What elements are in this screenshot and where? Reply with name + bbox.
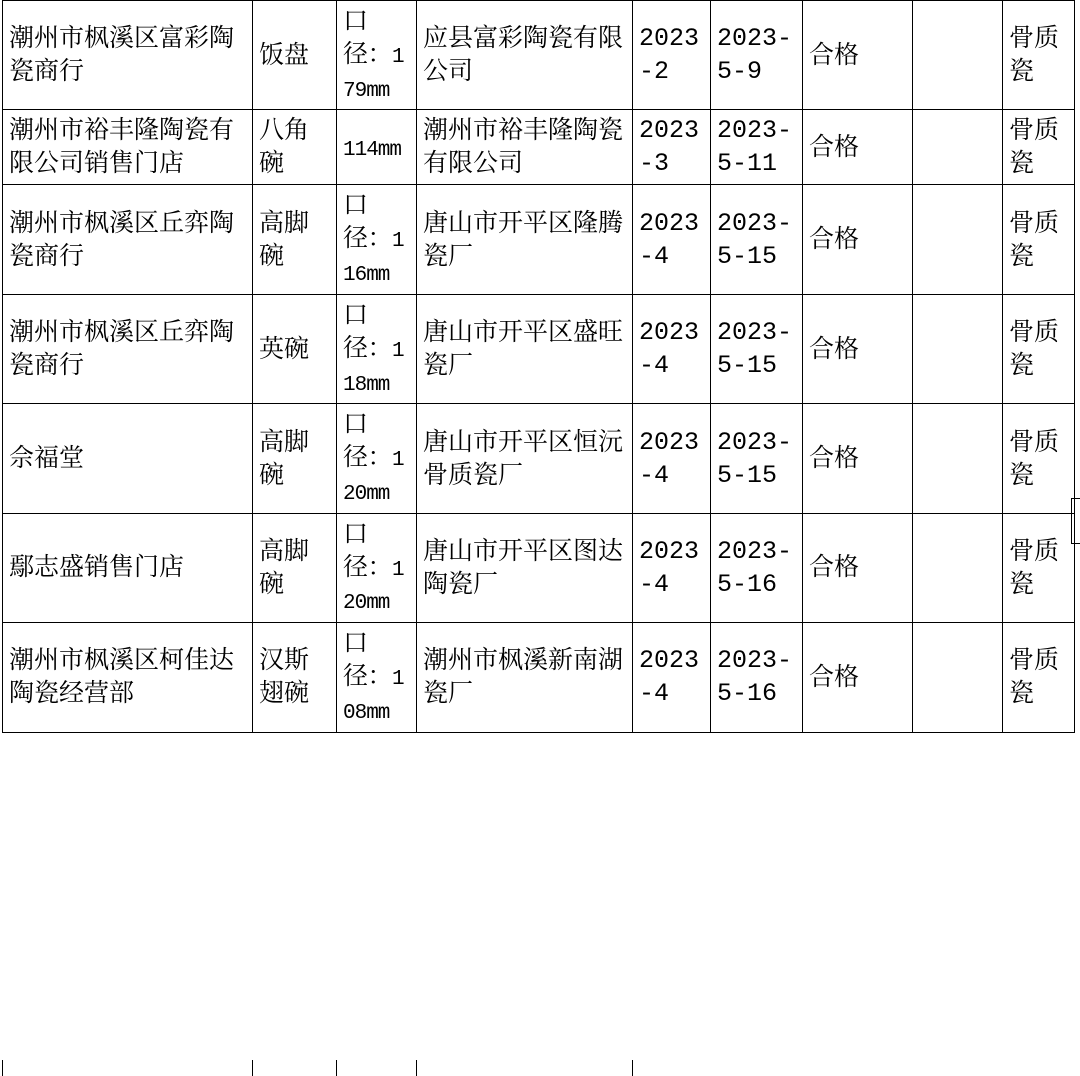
- cell-result: 合格: [803, 513, 913, 622]
- spec-value: 120mm: [343, 449, 404, 507]
- cell-product: 高脚碗: [253, 513, 337, 622]
- cell-material: 骨质瓷: [1003, 1, 1075, 110]
- cell-date: 2023-5-16: [711, 623, 803, 732]
- spec-label: 口径：: [343, 630, 393, 691]
- table-row: [3, 294, 1075, 403]
- cell-result: 合格: [803, 1, 913, 110]
- cell-result: 合格: [803, 623, 913, 732]
- cell-unit: 佘福堂: [3, 404, 253, 513]
- table-row: [3, 185, 1075, 294]
- cell-manufacturer: 唐山市开平区恒沅骨质瓷厂: [417, 404, 633, 513]
- cell-batch: 2023-4: [633, 623, 711, 732]
- grid-line: [252, 1060, 255, 1076]
- grid-line: [336, 1060, 339, 1076]
- cell-date: 2023-5-15: [711, 404, 803, 513]
- cell-manufacturer: 应县富彩陶瓷有限公司: [417, 1, 633, 110]
- spec-value: 116mm: [343, 230, 404, 288]
- cell-note: [913, 294, 1003, 403]
- cell-note: [913, 513, 1003, 622]
- cell-batch: 2023-4: [633, 185, 711, 294]
- cell-manufacturer: 潮州市枫溪新南湖瓷厂: [417, 623, 633, 732]
- grid-line: [2, 1060, 5, 1076]
- cell-material: 骨质瓷: [1003, 623, 1075, 732]
- cell-material: 骨质瓷: [1003, 294, 1075, 403]
- cell-spec: [337, 513, 417, 622]
- cell-unit: 潮州市枫溪区丘弈陶瓷商行: [3, 294, 253, 403]
- spec-value: 114mm: [343, 138, 402, 162]
- cell-batch: 2023-2: [633, 1, 711, 110]
- grid-line: [416, 1060, 419, 1076]
- cell-result: 合格: [803, 294, 913, 403]
- table-row: [3, 1, 1075, 110]
- cell-note: [913, 185, 1003, 294]
- cell-date: 2023-5-16: [711, 513, 803, 622]
- page-edge-mark: [1071, 498, 1080, 544]
- spec-label: 口径：: [343, 301, 393, 362]
- cell-spec: [337, 110, 417, 185]
- table-row: [3, 404, 1075, 513]
- cell-date: 2023-5-11: [711, 110, 803, 185]
- cell-product: 英碗: [253, 294, 337, 403]
- cell-manufacturer: 潮州市裕丰隆陶瓷有限公司: [417, 110, 633, 185]
- cell-note: [913, 1, 1003, 110]
- cell-spec: [337, 404, 417, 513]
- cell-batch: 2023-4: [633, 404, 711, 513]
- cell-material: 骨质瓷: [1003, 513, 1075, 622]
- cell-unit: 潮州市枫溪区柯佳达陶瓷经营部: [3, 623, 253, 732]
- grid-line: [632, 1060, 635, 1076]
- spec-label: 口径：: [343, 8, 393, 68]
- spec-value: 118mm: [343, 339, 404, 397]
- cell-unit: 潮州市裕丰隆陶瓷有限公司销售门店: [3, 110, 253, 185]
- table-row: [3, 513, 1075, 622]
- table-row: [3, 623, 1075, 732]
- cell-manufacturer: 唐山市开平区图达陶瓷厂: [417, 513, 633, 622]
- cell-unit: 鄢志盛销售门店: [3, 513, 253, 622]
- table-row: [3, 110, 1075, 185]
- cell-material: 骨质瓷: [1003, 185, 1075, 294]
- spec-value: 179mm: [343, 46, 404, 103]
- spec-label: 口径：: [343, 192, 393, 253]
- cell-note: [913, 623, 1003, 732]
- cell-manufacturer: 唐山市开平区盛旺瓷厂: [417, 294, 633, 403]
- cell-material: 骨质瓷: [1003, 404, 1075, 513]
- cell-note: [913, 110, 1003, 185]
- cell-batch: 2023-3: [633, 110, 711, 185]
- cell-date: 2023-5-15: [711, 294, 803, 403]
- cell-result: 合格: [803, 185, 913, 294]
- cell-batch: 2023-4: [633, 294, 711, 403]
- spec-value: 120mm: [343, 558, 404, 616]
- cell-unit: 潮州市枫溪区丘弈陶瓷商行: [3, 185, 253, 294]
- cell-product: 汉斯翅碗: [253, 623, 337, 732]
- cell-product: 高脚碗: [253, 185, 337, 294]
- cell-spec: [337, 623, 417, 732]
- cell-batch: 2023-4: [633, 513, 711, 622]
- cell-date: 2023-5-9: [711, 1, 803, 110]
- cell-result: 合格: [803, 404, 913, 513]
- cell-product: 高脚碗: [253, 404, 337, 513]
- cell-spec: [337, 185, 417, 294]
- spec-value: 108mm: [343, 668, 404, 725]
- cell-unit: 潮州市枫溪区富彩陶瓷商行: [3, 1, 253, 110]
- cell-manufacturer: 唐山市开平区隆腾瓷厂: [417, 185, 633, 294]
- cell-product: 八角碗: [253, 110, 337, 185]
- cell-result: 合格: [803, 110, 913, 185]
- inspection-results-table: [2, 0, 1075, 733]
- cell-spec: [337, 294, 417, 403]
- cell-date: 2023-5-15: [711, 185, 803, 294]
- cell-spec: [337, 1, 417, 110]
- table-continuation-strip: [2, 1060, 1074, 1076]
- spec-label: 口径：: [343, 411, 393, 472]
- cell-material: 骨质瓷: [1003, 110, 1075, 185]
- cell-note: [913, 404, 1003, 513]
- cell-product: 饭盘: [253, 1, 337, 110]
- spec-label: 口径：: [343, 520, 393, 581]
